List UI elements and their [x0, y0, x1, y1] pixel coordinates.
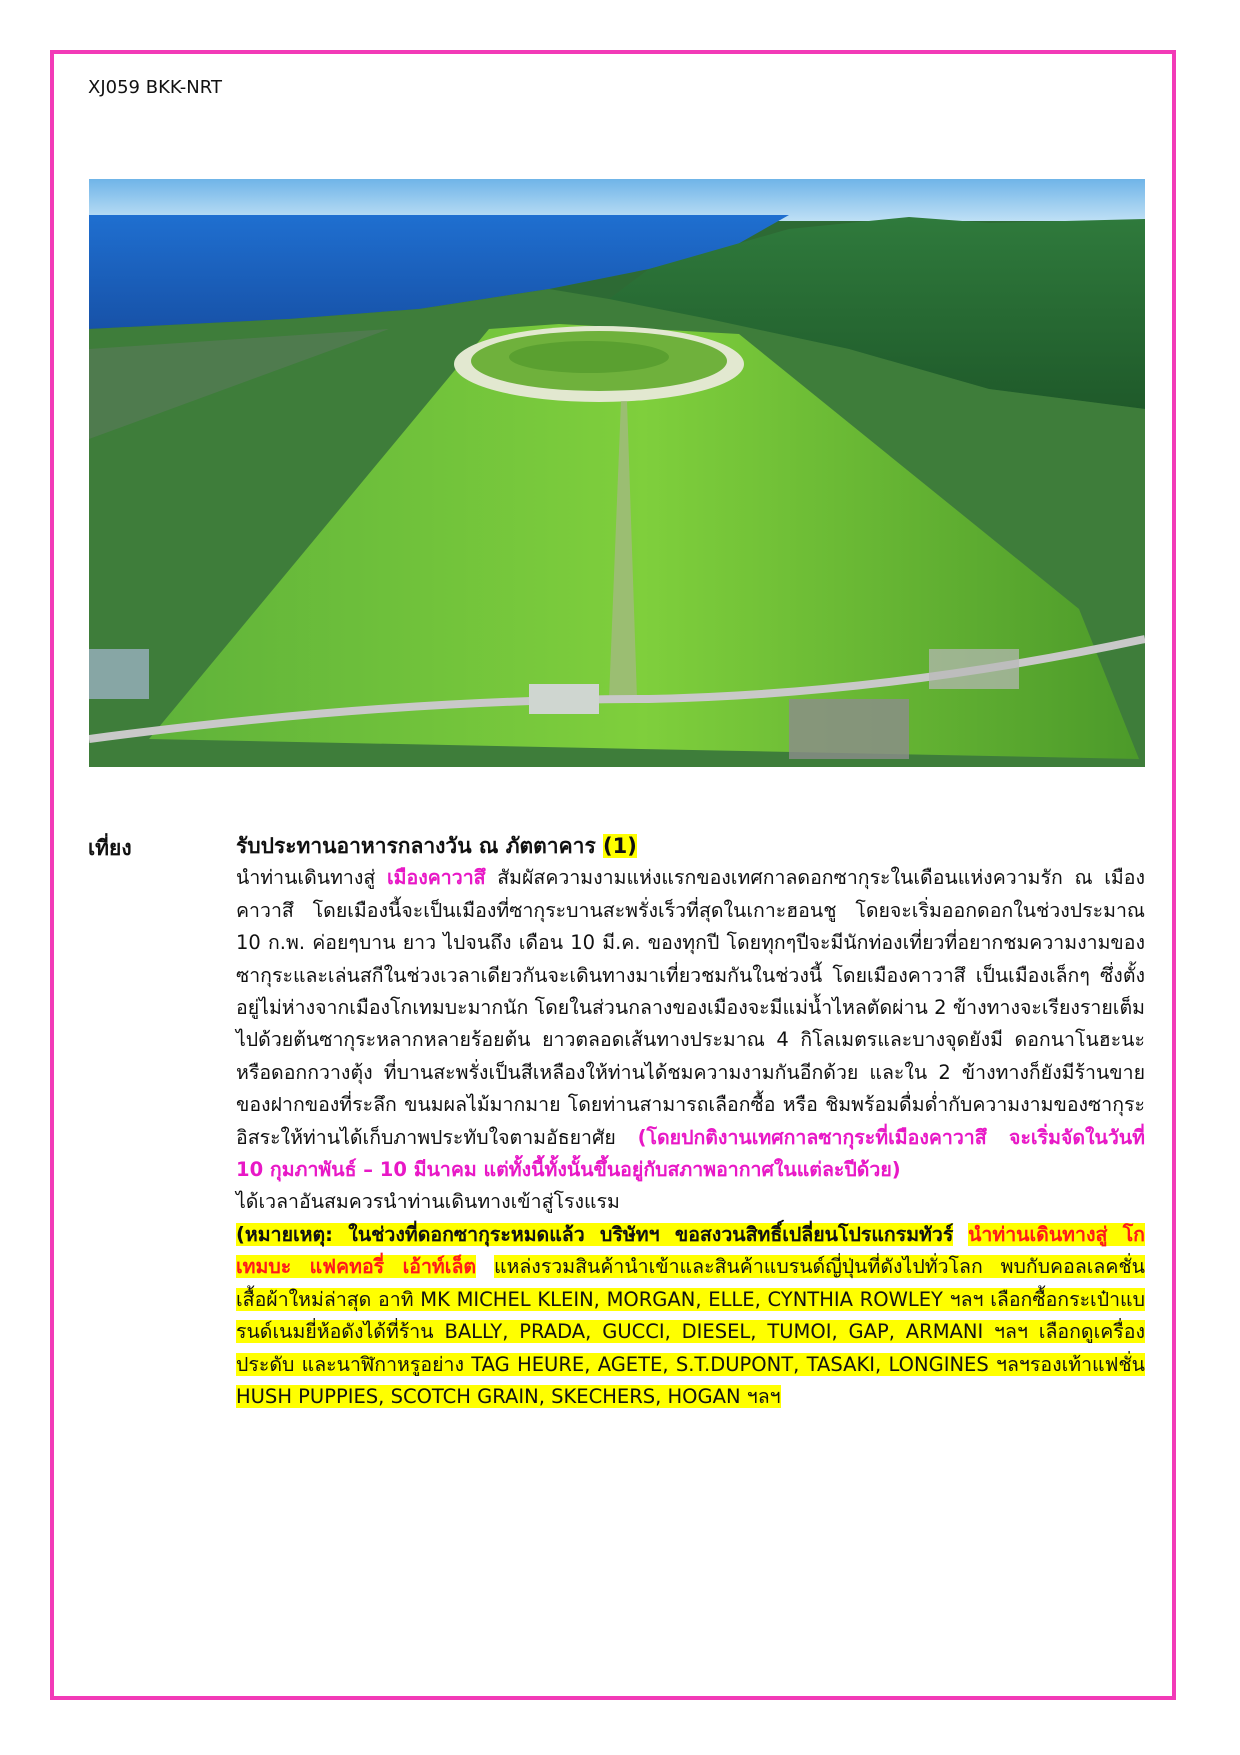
description-body: สัมผัสความงามแห่งแรกของเทศกาลดอกซากุระในเดือนแห่งความรัก ณ เมืองคาวาสึ โดยเมืองนี้จะเป็นเมืองที่ซากุระบานสะพรั่งเร็วที่สุดในเกาะฮอนชู โดยจะเริ่มออกดอกในช่วงประมาณ 10 ก.พ. ค่อยๆบาน ยาว ไปจนถึง เดือน 10 มี.ค. ของทุกปี โดยทุกๆปีจะมีนักท่องเที่ยวที่อยากชมความงามของ ซากุระและเล่นสกีในช่วงเวลาเดียวกันจะเดินทางมาเที่ยวชมกันในช่วงนี้ โดยเมืองคาวาสึ เป็นเมืองเล็กๆ ซึ่งตั้งอยู่ไม่ห่างจากเมืองโกเทมบะมากนัก โดยในส่วนกลางของเมืองจะมีแม่น้ำไหลตัดผ่าน 2 ข้างทางจะเรียงรายเต็มไปด้วยต้นซากุระหลากหลายร้อยต้น ยาวตลอดเส้นทางประมาณ 4 กิโลเมตรและบางจุดยังมี ดอกนาโนฮะนะ หรือดอกกวางตุ้ง ที่บานสะพรั่งเป็นสีเหลืองให้ท่านได้ชมความงามกันอีกด้วย และใน 2 ข้างทางก็ยังมีร้านขายของฝากของที่ระลึก ขนมผลไม้มากมาย โดยท่านสามารถเลือกซื้อ หรือ ชิมพร้อมดื่มด่ำกับความงามของซากุระอิสระให้ท่านได้เก็บภาพประทับใจตามอัธยาศัย — [236, 866, 1145, 1149]
meal-badge: (1) — [603, 834, 637, 858]
outlet-line: นำท่านเดินทางสู่ โกเทมบะ แฟคทอรี่ เอ้าท์เล็ต — [236, 1222, 1145, 1279]
lunch-text: รับประทานอาหารกลางวัน ณ ภัตตาคาร — [236, 834, 596, 858]
volcano-landscape-photo — [89, 179, 1145, 767]
hotel-line: ได้เวลาอันสมควรนำท่านเดินทางเข้าสู่โรงแรม — [236, 1190, 620, 1214]
remark-body: แหล่งรวมสินค้านำเข้าและสินค้าแบรนด์ญี่ปุ่นที่ดังไปทั่วโลก พบกับคอลเลคชั่นเสื้อผ้าใหม่ล่าสุด อาทิ MK MICHEL KLEIN, MORGAN, ELLE, CYNTHIA ROWLEY ฯลฯ เลือกซื้อกระเป๋าแบรนด์เนมยี่ห้อดังได้ที่ร้าน BALLY, PRADA, GUCCI, DIESEL, TUMOI, GAP, ARMANI ฯลฯ เลือกดูเครื่องประดับ และนาฬิกาหรูอย่าง TAG HEURE, AGETE, S.T.DUPONT, TASAKI, LONGINES ฯลฯรองเท้าแฟชั่น HUSH PUPPIES, SCOTCH GRAIN, SKECHERS, HOGAN ฯลฯ — [236, 1255, 1145, 1408]
lunch-line — [236, 830, 1145, 862]
tour-code: XJ059 BKK-NRT — [88, 77, 222, 98]
remark-title: (หมายเหตุ: ในช่วงที่ดอกซากุระหมดแล้ว บริษัทฯ ขอสงวนสิทธิ์เปลี่ยนโปรแกรมทัวร์ — [236, 1222, 954, 1246]
remark-block — [236, 1219, 1145, 1413]
sakura-festival-note: (โดยปกติงานเทศกาลซากุระที่เมืองคาวาสึ จะเริ่มจัดในวันที่ 10 กุมภาพันธ์ – 10 มีนาคม แต่ทั้งนี้ทั้งนั้นขึ้นอยู่กับสภาพอากาศในแต่ละปีด้วย) — [236, 1125, 1145, 1182]
description-prefix: นำท่านเดินทางสู่ — [236, 866, 376, 890]
time-label: เที่ยง — [88, 836, 132, 860]
itinerary-content — [236, 830, 1145, 1413]
description-paragraph — [236, 862, 1145, 1186]
city-name: เมืองคาวาสึ — [387, 866, 486, 890]
